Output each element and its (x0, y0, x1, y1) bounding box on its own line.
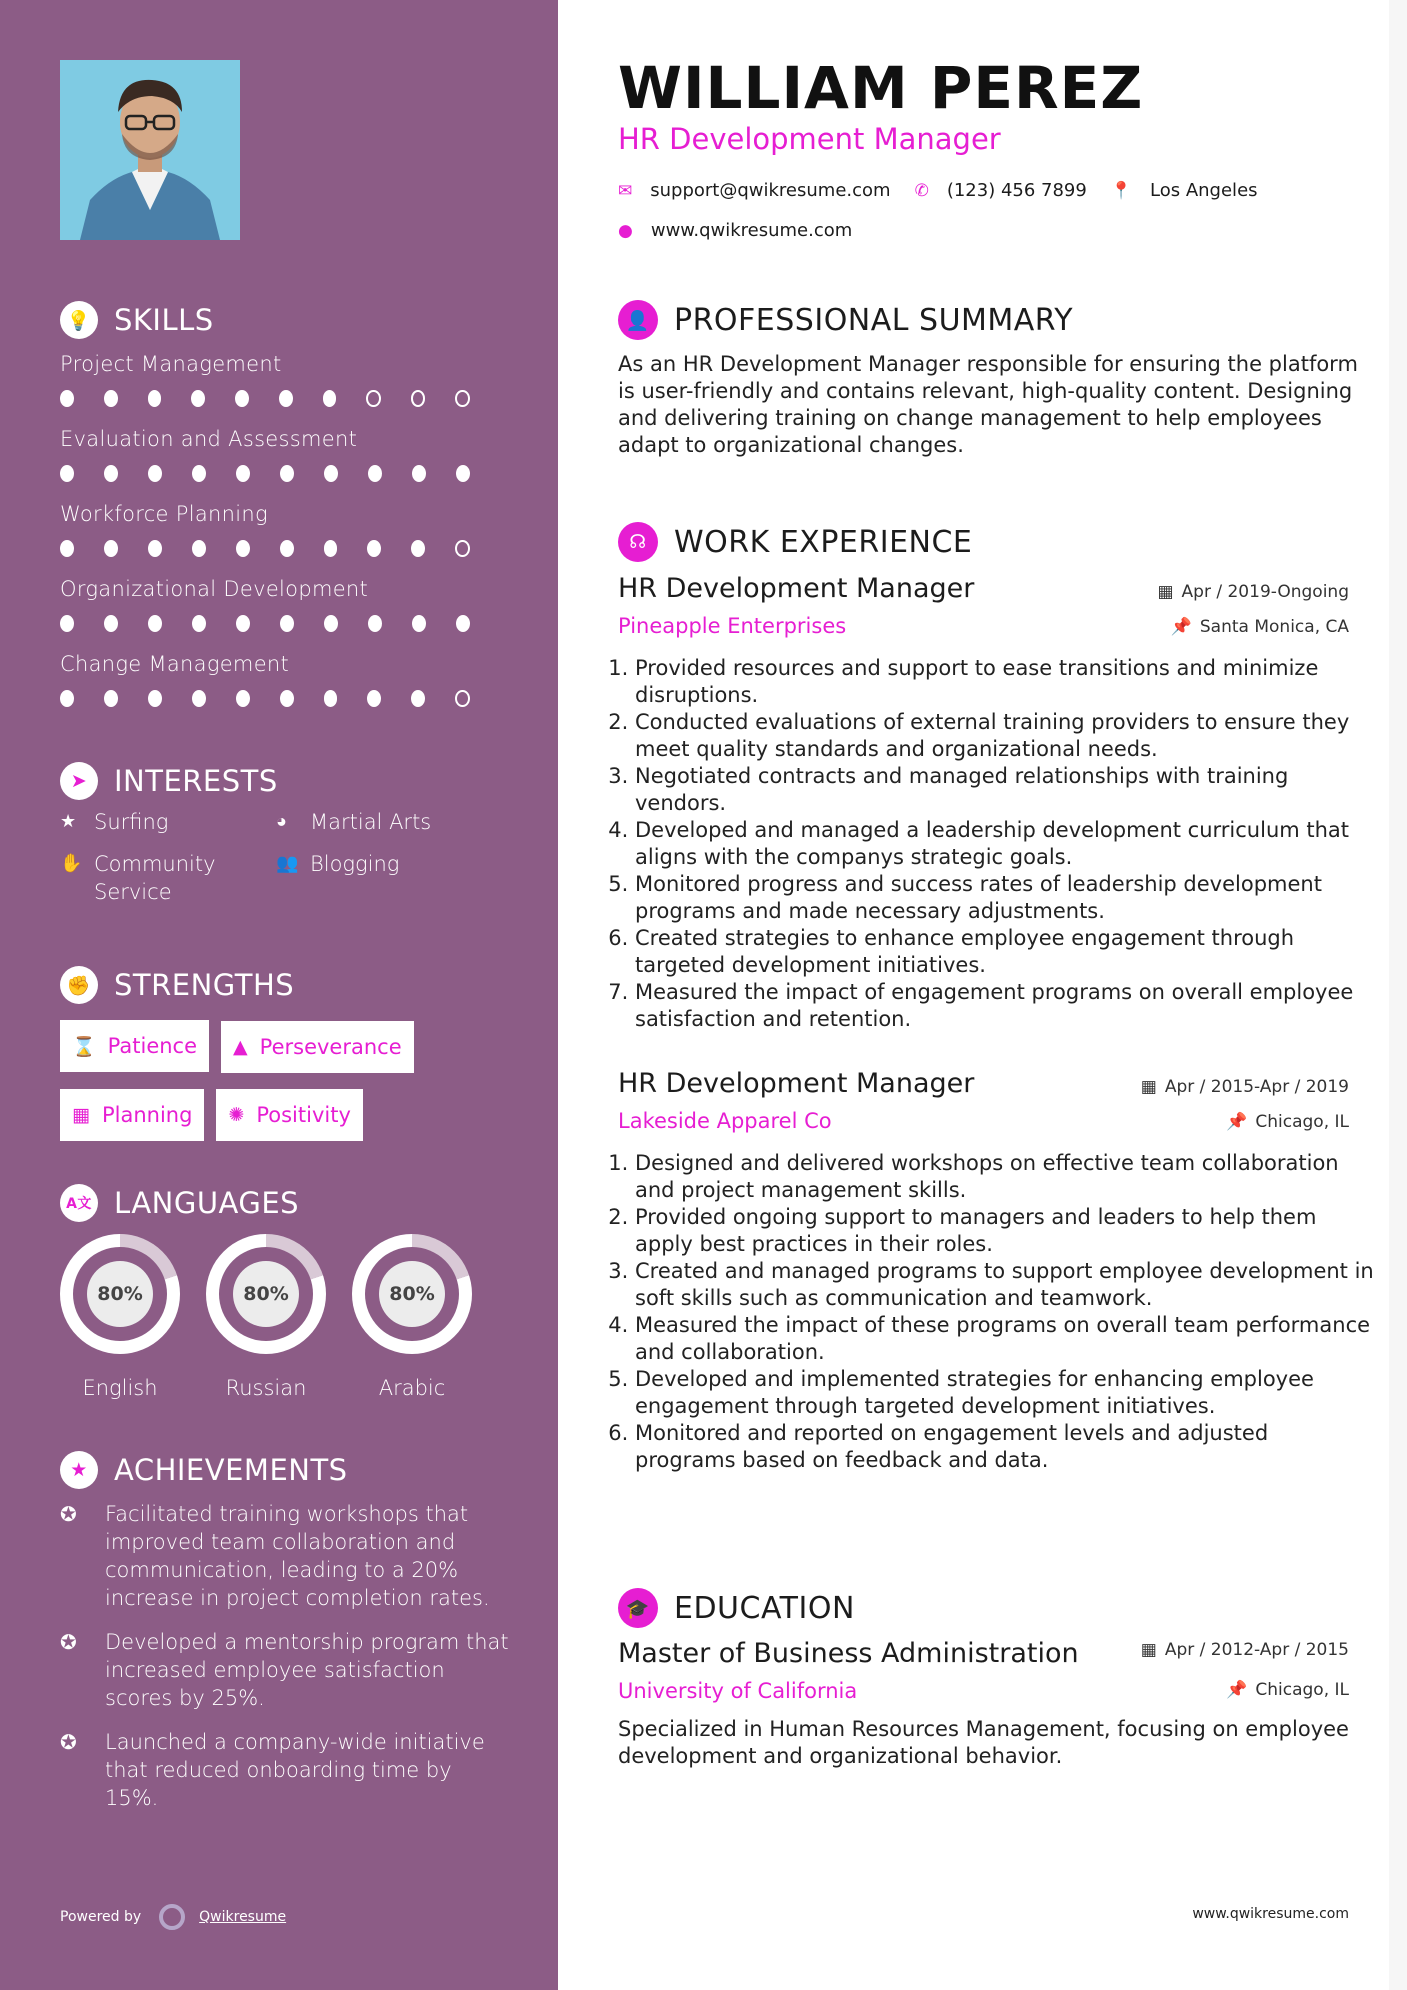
rating-dot-filled (148, 690, 162, 707)
duty-item: 4. Developed and managed a leadership development curriculum that aligns with the companys strategic goals. (635, 817, 1375, 871)
achievement-item (60, 1500, 510, 1612)
language-progress-ring (206, 1234, 326, 1354)
achievement-star-icon: ✪ (60, 1630, 77, 1654)
skill-item (60, 352, 500, 407)
skills-heading-label: SKILLS (114, 303, 214, 337)
calendar-icon: ▦ (1157, 582, 1174, 602)
rating-dot-filled (324, 465, 338, 482)
language-name: Russian (225, 1376, 307, 1400)
road-icon: ▲ (233, 1035, 248, 1058)
rating-dot-filled (104, 390, 118, 407)
achievement-star-icon: ✪ (60, 1502, 77, 1526)
rating-dot-filled (192, 465, 206, 482)
rating-dot-filled (280, 540, 294, 557)
footer-website[interactable]: www.qwikresume.com (1192, 1906, 1349, 1922)
strengths-heading (60, 966, 294, 1004)
job-title: HR Development Manager (618, 1068, 975, 1099)
job-location-text: Chicago, IL (1255, 1112, 1349, 1132)
job-dates-text: Apr / 2015-Apr / 2019 (1164, 1077, 1349, 1097)
sun-icon: ✺ (228, 1103, 245, 1126)
headset-icon: ☊ (618, 522, 658, 562)
location: Los Angeles (1150, 180, 1258, 201)
rating-dot-filled (368, 615, 382, 632)
duty-item: 1. Provided resources and support to ease transitions and minimize disruptions. (635, 655, 1375, 709)
skill-name: Project Management (60, 352, 282, 376)
duty-item: 5. Monitored progress and success rates of leadership development programs and made necessary adjustments. (635, 871, 1375, 925)
skill-item (60, 652, 500, 707)
qwikresume-logo-icon (159, 1904, 185, 1930)
calendar-icon: ▦ (1140, 1640, 1157, 1660)
contact-row (618, 180, 1258, 201)
globe-icon: ● (618, 220, 633, 241)
achievements-list (60, 1500, 510, 1828)
rating-dot-filled (280, 615, 294, 632)
rating-dot-filled (60, 465, 74, 482)
job-dates (1157, 582, 1349, 602)
language-progress-ring (352, 1234, 472, 1354)
job-company: Lakeside Apparel Co (618, 1109, 832, 1133)
hand-icon: ✋ (60, 853, 83, 874)
pin-icon: 📌 (1226, 1680, 1248, 1700)
strength-label: Positivity (256, 1102, 351, 1127)
rating-dot-empty (455, 390, 470, 407)
rating-dot-filled (60, 615, 74, 632)
interests-list (60, 808, 520, 906)
summary-text: As an HR Development Manager responsible for ensuring the platform is user-friendly and contains relevant, high-quality content. Designing and delivering training on change management to help employees adapt to organizational changes. (618, 352, 1358, 457)
rating-dot-filled (148, 465, 162, 482)
skill-name: Workforce Planning (60, 502, 268, 526)
rating-dot-filled (411, 540, 425, 557)
achievement-text: Facilitated training workshops that improved team collaboration and communication, leading to a 20% increase in project completion rates. (105, 1502, 490, 1610)
education-degree: Master of Business Administration (618, 1638, 1079, 1669)
skill-item (60, 427, 500, 482)
rating-dot-filled (412, 615, 426, 632)
interest-label: Blogging (310, 852, 400, 876)
powered-by (60, 1904, 286, 1930)
experience-heading-label: WORK EXPERIENCE (674, 524, 973, 560)
graduation-icon: 🎓 (618, 1588, 658, 1628)
summary-heading-label: PROFESSIONAL SUMMARY (674, 302, 1074, 338)
rating-dot-empty (455, 690, 470, 707)
job-company: Pineapple Enterprises (618, 614, 847, 638)
education-dates-text: Apr / 2012-Apr / 2015 (1164, 1640, 1349, 1660)
rating-dot-filled (104, 615, 118, 632)
skills-heading (60, 301, 214, 339)
achievement-text: Launched a company-wide initiative that reduced onboarding time by 15%. (105, 1730, 485, 1810)
paper-plane-icon: ➤ (60, 762, 98, 800)
candidate-name: WILLIAM PEREZ (618, 54, 1144, 122)
strengths-list (60, 1020, 530, 1157)
languages-list (60, 1234, 498, 1400)
education-description: Specialized in Human Resources Management, focusing on employee development and organizational behavior. (618, 1717, 1349, 1768)
strength-label: Planning (101, 1102, 193, 1127)
skill-rating (60, 540, 500, 557)
interest-item (60, 850, 276, 906)
interest-item (60, 808, 276, 836)
rating-dot-filled (236, 690, 250, 707)
rating-dot-empty (366, 390, 381, 407)
strengths-heading-label: STRENGTHS (114, 968, 295, 1002)
education-heading-label: EDUCATION (674, 1590, 855, 1626)
duty-item: 2. Conducted evaluations of external training providers to ensure they meet quality standards and organizational needs. (635, 709, 1375, 763)
language-percent: 80% (379, 1261, 445, 1327)
skill-rating (60, 615, 500, 632)
education-heading (618, 1588, 855, 1628)
rating-dot-filled (60, 690, 74, 707)
interest-item (276, 850, 506, 906)
language-name: Arabic (378, 1376, 446, 1400)
email[interactable]: support@qwikresume.com (650, 180, 891, 201)
star-badge-icon: ★ (60, 1451, 98, 1489)
powered-by-text: Powered by (60, 1909, 142, 1925)
job-dates (1141, 1077, 1349, 1097)
map-pin-icon: 📍 (1110, 180, 1133, 201)
rating-dot-filled (148, 540, 162, 557)
experience-heading (618, 522, 972, 562)
languages-heading-label: LANGUAGES (114, 1186, 300, 1220)
language-progress-ring (60, 1234, 180, 1354)
achievement-item (60, 1628, 510, 1712)
rating-dot-filled (456, 465, 470, 482)
education-location (1226, 1680, 1349, 1700)
rating-dot-filled (236, 540, 250, 557)
rating-dot-filled (279, 390, 293, 407)
interests-heading-label: INTERESTS (114, 764, 278, 798)
language-name: English (82, 1376, 158, 1400)
rating-dot-empty (411, 390, 426, 407)
candidate-title: HR Development Manager (618, 122, 1001, 156)
achievement-star-icon: ✪ (60, 1730, 77, 1754)
skill-item (60, 502, 500, 557)
job-location (1226, 1112, 1349, 1132)
rating-dot-filled (148, 390, 162, 407)
website-row (618, 220, 852, 241)
strength-label: Patience (107, 1034, 198, 1058)
skill-rating (60, 465, 500, 482)
duty-item: 4. Measured the impact of these programs on overall team performance and collaboration. (635, 1312, 1375, 1366)
summary-heading (618, 300, 1073, 340)
duty-item: 2. Provided ongoing support to managers and leaders to help them apply best practices in their roles. (635, 1204, 1375, 1258)
language-item (352, 1234, 498, 1400)
pin-icon: 📌 (1170, 617, 1192, 637)
duty-item: 1. Designed and delivered workshops on effective team collaboration and project management skills. (635, 1150, 1375, 1204)
rating-dot-filled (192, 690, 206, 707)
skill-rating (60, 690, 500, 707)
sidebar (0, 0, 558, 1990)
job-duties (608, 1150, 1375, 1474)
rating-dot-filled (324, 690, 338, 707)
lightbulb-icon: 💡 (60, 301, 98, 339)
rating-dot-filled (323, 390, 337, 407)
rating-dot-filled (60, 390, 74, 407)
skill-name: Evaluation and Assessment (60, 427, 358, 451)
duty-item: 5. Developed and implemented strategies for enhancing employee engagement through targeted development initiatives. (635, 1366, 1375, 1420)
rating-dot-filled (367, 540, 381, 557)
rating-dot-filled (192, 540, 206, 557)
interest-label: Surfing (94, 810, 169, 834)
duty-item: 3. Negotiated contracts and managed relationships with training vendors. (635, 763, 1375, 817)
job-location (1171, 617, 1349, 637)
language-item (60, 1234, 206, 1400)
skill-name: Change Management (60, 652, 290, 676)
translate-icon: A文 (60, 1184, 98, 1222)
qwikresume-link[interactable]: Qwikresume (199, 1909, 287, 1925)
fist-icon: ✊ (60, 966, 98, 1004)
page-edge (1389, 0, 1407, 1990)
envelope-icon: ✉ (618, 180, 633, 201)
rating-dot-filled (104, 465, 118, 482)
strength-tag (60, 1089, 204, 1141)
users-icon: 👥 (276, 853, 299, 874)
rating-dot-filled (324, 540, 338, 557)
interest-label: Martial Arts (310, 810, 432, 834)
achievement-item (60, 1728, 510, 1812)
interests-heading (60, 762, 278, 800)
skill-item (60, 577, 500, 632)
rating-dot-filled (280, 465, 294, 482)
education-school: University of California (618, 1679, 858, 1703)
strength-tag (60, 1020, 209, 1072)
profile-photo (60, 60, 240, 240)
duty-item: 7. Measured the impact of engagement programs on overall employee satisfaction and retention. (635, 979, 1375, 1033)
rating-dot-filled (192, 615, 206, 632)
interest-label: Community Service (94, 852, 216, 904)
rating-dot-filled (148, 615, 162, 632)
language-percent: 80% (233, 1261, 299, 1327)
strength-tag (221, 1021, 414, 1073)
rating-dot-filled (236, 465, 250, 482)
hourglass-icon: ⌛ (72, 1035, 96, 1058)
globe-icon: ◕ (276, 811, 287, 832)
achievements-heading (60, 1451, 348, 1489)
rating-dot-empty (455, 540, 470, 557)
languages-heading (60, 1184, 299, 1222)
achievements-heading-label: ACHIEVEMENTS (114, 1453, 348, 1487)
website[interactable]: www.qwikresume.com (650, 220, 853, 241)
job-duties (608, 655, 1375, 1033)
rating-dot-filled (324, 615, 338, 632)
rating-dot-filled (191, 390, 205, 407)
rating-dot-filled (412, 465, 426, 482)
achievement-text: Developed a mentorship program that increased employee satisfaction scores by 25%. (105, 1630, 509, 1710)
rating-dot-filled (411, 690, 425, 707)
skill-name: Organizational Development (60, 577, 369, 601)
rating-dot-filled (368, 465, 382, 482)
duty-item: 6. Created strategies to enhance employee engagement through targeted development initiatives. (635, 925, 1375, 979)
rating-dot-filled (60, 540, 74, 557)
rating-dot-filled (367, 690, 381, 707)
duty-item: 3. Created and managed programs to support employee development in soft skills such as communication and teamwork. (635, 1258, 1375, 1312)
strength-label: Perseverance (259, 1034, 402, 1059)
language-percent: 80% (87, 1261, 153, 1327)
rating-dot-filled (280, 690, 294, 707)
phone: (123) 456 7899 (946, 180, 1087, 201)
user-icon: 👤 (618, 300, 658, 340)
rating-dot-filled (236, 615, 250, 632)
rating-dot-filled (104, 540, 118, 557)
phone-icon: ✆ (914, 180, 929, 201)
pin-icon: 📌 (1226, 1112, 1248, 1132)
job-title: HR Development Manager (618, 573, 975, 604)
rating-dot-filled (235, 390, 249, 407)
rating-dot-filled (104, 690, 118, 707)
strength-tag (216, 1089, 362, 1141)
star-icon: ★ (60, 811, 77, 832)
skill-rating (60, 390, 500, 407)
calendar-icon: ▦ (72, 1103, 90, 1126)
job-dates-text: Apr / 2019-Ongoing (1181, 582, 1349, 602)
rating-dot-filled (456, 615, 470, 632)
duty-item: 6. Monitored and reported on engagement levels and adjusted programs based on feedback and data. (635, 1420, 1375, 1474)
language-item (206, 1234, 352, 1400)
education-dates (1141, 1640, 1349, 1660)
education-location-text: Chicago, IL (1255, 1680, 1349, 1700)
calendar-icon: ▦ (1140, 1077, 1157, 1097)
job-location-text: Santa Monica, CA (1199, 617, 1349, 637)
interest-item (276, 808, 506, 836)
